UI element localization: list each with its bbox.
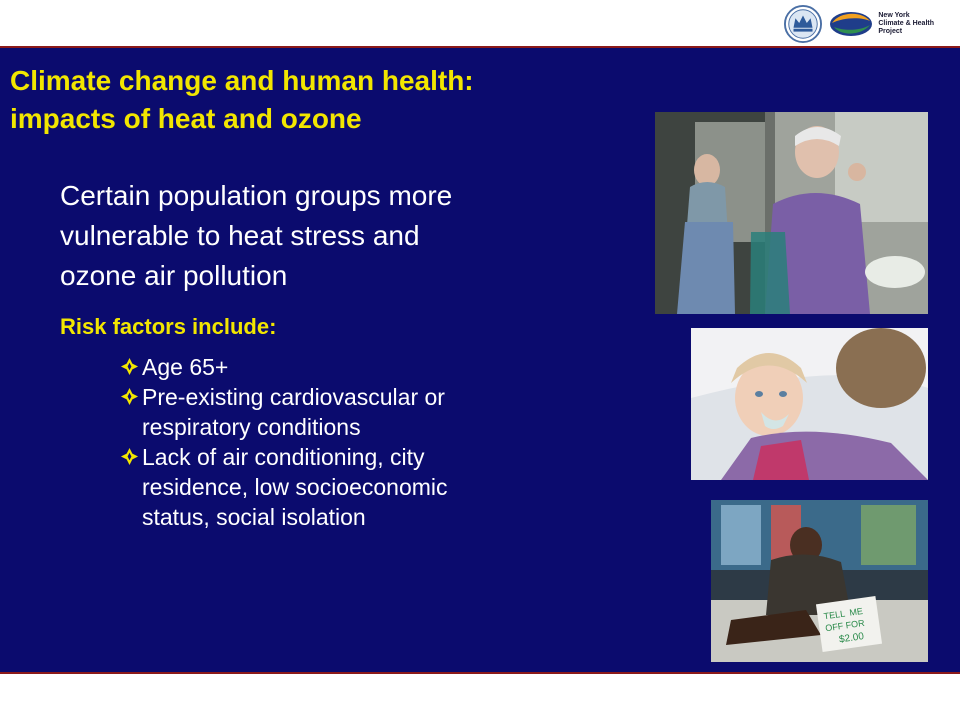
- slide-title: [10, 62, 650, 138]
- svg-text:$2.00: $2.00: [838, 631, 865, 646]
- list-item: Age 65+: [120, 352, 580, 382]
- svg-text:ME: ME: [848, 605, 864, 618]
- svg-text:OFF FOR: OFF FOR: [824, 617, 866, 634]
- diamond-bullet-icon: [120, 357, 139, 376]
- photo-child-inhaler: [691, 328, 928, 480]
- lead-line-1: Certain population groups more: [60, 180, 453, 211]
- list-item: Lack of air conditioning, city residence, low socioeconomic status, social isolation: [120, 442, 580, 532]
- project-logo: [828, 9, 934, 39]
- university-crown-logo: [784, 5, 822, 43]
- diamond-bullet-icon: [120, 387, 139, 406]
- title-line-1: Climate change and human health:: [10, 65, 474, 96]
- svg-text:TELL: TELL: [823, 608, 846, 622]
- logos: [784, 4, 934, 44]
- lead-line-2: vulnerable to heat stress and: [60, 220, 420, 251]
- photo-man-with-sign: [711, 500, 928, 662]
- title-line-2: impacts of heat and ozone: [10, 103, 362, 134]
- list-item: Pre-existing cardiovascular or respiratory conditions: [120, 382, 580, 442]
- footer-bar: [0, 672, 960, 720]
- swoosh-icon: [828, 9, 874, 39]
- photo-elderly-women: [655, 112, 928, 314]
- risk-factors-heading: Risk factors include:: [60, 314, 277, 339]
- project-logo-text: New York Climate & Health Project: [878, 12, 934, 35]
- diamond-bullet-icon: [120, 447, 139, 466]
- risk-factor-list: [120, 352, 580, 532]
- lead-line-3: ozone air pollution: [60, 260, 288, 291]
- header-bar: [0, 0, 960, 48]
- footer-rule: [0, 672, 960, 674]
- lead-paragraph: [60, 176, 600, 296]
